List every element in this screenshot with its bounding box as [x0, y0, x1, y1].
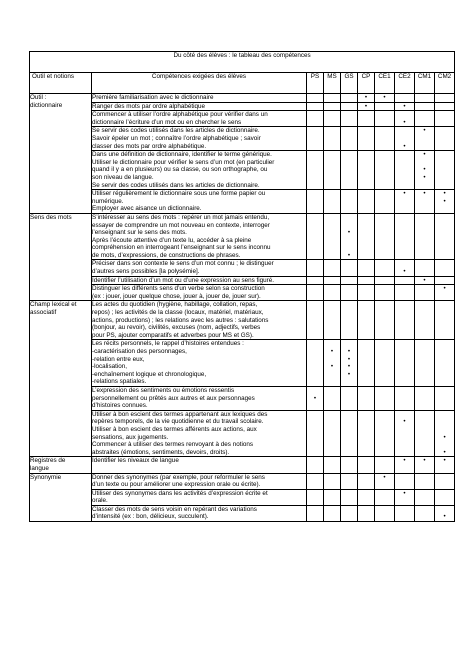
skill-description — [92, 260, 307, 276]
level-cell — [415, 127, 435, 151]
level-cell — [341, 102, 358, 111]
level-cell — [324, 276, 341, 285]
skill-line: Commencer à utiliser des termes renvoyant à des notions — [92, 441, 253, 449]
bullet-mark: • — [443, 197, 446, 205]
bullet-mark: • — [403, 142, 406, 150]
level-cell — [358, 213, 375, 260]
skill-line: d’autres sens possibles [la polysémie]. — [92, 268, 200, 276]
level-cell — [435, 213, 455, 260]
bullet-mark: • — [347, 370, 351, 378]
table-row — [30, 489, 455, 505]
level-cell — [415, 190, 435, 214]
level-cell — [375, 473, 395, 489]
skill-line: Utiliser le dictionnaire pour vérifier le sens d’un mot (en particulier — [92, 158, 275, 166]
section-name-line: dictionnaire — [30, 101, 63, 109]
level-cell — [415, 111, 435, 127]
skill-line: Après l’écoute attentive d’un texte lu, accéder à sa pleine — [92, 236, 252, 244]
table-row — [30, 410, 455, 457]
bullet-mark: • — [423, 190, 426, 198]
level-cell — [307, 127, 324, 151]
skill-line: de mots, d’expressions, de constructions de phrases. — [92, 251, 241, 259]
level-cell — [341, 127, 358, 151]
level-cell — [395, 285, 415, 301]
level-cell — [358, 260, 375, 276]
level-cell — [375, 127, 395, 151]
level-cell — [358, 276, 375, 285]
skill-line: L’expression des sentiments ou émotions ressentis — [92, 386, 235, 394]
bullet-mark: • — [423, 151, 426, 159]
bullet-mark: • — [347, 348, 351, 355]
table-row — [30, 276, 455, 285]
level-cell — [358, 489, 375, 505]
level-cell — [395, 94, 415, 103]
table-row — [30, 505, 455, 521]
level-cell — [358, 410, 375, 457]
skill-description — [92, 410, 307, 457]
level-cell — [324, 285, 341, 301]
level-cell — [307, 276, 324, 285]
level-cell — [395, 473, 415, 489]
skill-line: Les récits personnels, le rappel d’histoires entendues : — [92, 340, 244, 348]
skill-line: d’intensité (ex : bon, délicieux, succulent). — [92, 513, 209, 521]
bullet-mark: • — [423, 166, 426, 174]
level-cell — [375, 111, 395, 127]
skill-description — [92, 151, 307, 190]
bullet-mark: • — [423, 173, 426, 181]
level-cell — [415, 94, 435, 103]
skill-line: Classer des mots de sens voisin en repérant des variations — [92, 505, 257, 513]
bullet-mark: • — [347, 363, 351, 371]
section-name-line: Sens des mots — [30, 213, 72, 221]
level-cell — [435, 505, 455, 521]
bullet-mark: • — [403, 268, 406, 276]
level-cell — [395, 276, 415, 285]
skill-line: Identifier l’utilisation d’un mot ou d’une expression au sens figuré. — [92, 276, 275, 284]
section-name-line: Synonymie — [30, 473, 62, 481]
skill-line: son niveau de langue. — [92, 173, 154, 181]
skill-line: Utiliser à bon escient des termes appartenant aux lexiques des — [92, 410, 268, 418]
skill-description — [92, 213, 307, 260]
level-cell — [395, 505, 415, 521]
section-name — [30, 213, 92, 301]
table-row — [30, 151, 455, 190]
skill-description — [92, 505, 307, 521]
skill-line: Première familiarisation avec le dictionnaire — [92, 94, 214, 101]
level-cell — [415, 102, 435, 111]
bullet-mark: • — [347, 355, 351, 363]
level-cell — [375, 340, 395, 387]
header-level: PS — [307, 73, 324, 94]
level-cell — [341, 276, 358, 285]
bullet-mark: • — [403, 489, 406, 497]
level-cell — [358, 127, 375, 151]
title-row — [30, 52, 455, 73]
level-cell — [324, 410, 341, 457]
skill-description — [92, 285, 307, 301]
level-cell — [307, 505, 324, 521]
skill-description — [92, 457, 307, 473]
level-cell — [341, 94, 358, 103]
skill-line: Utiliser à bon escient des termes afférents aux actions, aux — [92, 425, 257, 433]
level-cell — [358, 190, 375, 214]
level-cell — [324, 190, 341, 214]
skill-description — [92, 94, 307, 103]
table-row — [30, 102, 455, 111]
skill-line: -relations spatiales. — [92, 378, 147, 386]
skill-line: Se servir des codes utilisés dans les articles de dictionnaire. — [92, 127, 260, 135]
skill-line: pour PS, ajouter comparatifs et adverbes pour MS et GS). — [92, 331, 254, 339]
level-cell — [307, 473, 324, 489]
level-cell — [307, 489, 324, 505]
skill-line: d’histoires connues. — [92, 402, 148, 410]
skill-line: Savoir épeler un mot ; connaître l’ordre alphabétique ; savoir — [92, 134, 261, 142]
level-cell — [358, 94, 375, 103]
header-level: CM2 — [435, 73, 455, 94]
level-cell — [324, 94, 341, 103]
skill-description — [92, 111, 307, 127]
header-row — [30, 73, 455, 94]
level-cell — [358, 340, 375, 387]
skill-line: Commencer à utiliser l’ordre alphabétique pour vérifier dans un — [92, 111, 268, 119]
skill-line: -caractérisation des personnages, — [92, 348, 187, 355]
skill-line: orale. — [92, 497, 108, 505]
section-name — [30, 301, 92, 457]
skill-line: l’enseignant sur le sens des mots. — [92, 229, 187, 237]
level-cell — [375, 505, 395, 521]
header-level: GS — [341, 73, 358, 94]
table-row — [30, 386, 455, 410]
level-cell — [375, 386, 395, 410]
table-row — [30, 260, 455, 276]
section-name-line: Registres de — [30, 457, 66, 465]
skill-line: -localisation, — [92, 363, 127, 371]
level-cell — [324, 386, 341, 410]
level-cell — [341, 190, 358, 214]
skill-line: Se servir des codes utilisés dans les articles de dictionnaire. — [92, 181, 260, 189]
level-cell — [415, 151, 435, 190]
skill-line: Utiliser régulièrement le dictionnaire sous une forme papier ou — [92, 190, 266, 198]
skill-line: Distinguer les différents sens d’un verbe selon sa construction — [92, 285, 265, 293]
section-name-line: associatif — [30, 309, 57, 317]
level-cell — [324, 111, 341, 127]
level-cell — [307, 260, 324, 276]
bullet-mark: • — [383, 94, 386, 101]
skill-line: Dans une définition de dictionnaire, identifier le terme générique. — [92, 151, 272, 159]
skill-line: sensations, aux jugements. — [92, 433, 169, 441]
skill-line: (bonjour, au revoir), civilités, excuses (nom, adjectifs, verbes — [92, 324, 261, 332]
skill-line: compréhension en interrogeant l’enseignant sur le sens inconnu — [92, 244, 271, 252]
level-cell — [415, 276, 435, 285]
level-cell — [435, 473, 455, 489]
level-cell — [415, 340, 435, 387]
bullet-mark: • — [443, 513, 446, 521]
level-cell — [341, 457, 358, 473]
bullet-mark: • — [403, 102, 406, 110]
bullet-mark: • — [403, 418, 406, 426]
table-row — [30, 301, 455, 340]
skill-line: quand il y a en plusieurs) ou sa classe, ou son orthographe, ou — [92, 166, 268, 174]
bullet-mark: • — [443, 190, 446, 198]
level-cell — [341, 213, 358, 260]
level-cell — [307, 301, 324, 340]
level-cell — [395, 489, 415, 505]
level-cell — [375, 489, 395, 505]
skill-line: repos) ; les activités de la classe (locaux, matériel, matériaux, — [92, 309, 264, 317]
skill-line: numérique. — [92, 197, 124, 205]
level-cell — [324, 151, 341, 190]
skill-line: S’intéresser au sens des mots : repérer un mot jamais entendu, — [92, 213, 270, 221]
level-cell — [415, 505, 435, 521]
header-level: CE2 — [395, 73, 415, 94]
level-cell — [435, 285, 455, 301]
skill-line: Ranger des mots par ordre alphabétique — [92, 102, 206, 110]
level-cell — [324, 301, 341, 340]
bullet-mark: • — [403, 190, 406, 198]
level-cell — [435, 102, 455, 111]
level-cell — [395, 102, 415, 111]
level-cell — [435, 386, 455, 410]
bullet-mark: • — [403, 118, 406, 126]
level-cell — [341, 111, 358, 127]
level-cell — [358, 151, 375, 190]
level-cell — [341, 473, 358, 489]
level-cell — [415, 473, 435, 489]
table-row — [30, 340, 455, 387]
level-cell — [435, 260, 455, 276]
level-cell — [307, 151, 324, 190]
table-row — [30, 190, 455, 214]
level-cell — [324, 457, 341, 473]
skill-line: Préciser dans son contexte le sens d’un mot connu ; le distinguer — [92, 260, 274, 268]
level-cell — [415, 285, 435, 301]
level-cell — [307, 102, 324, 111]
level-cell — [395, 111, 415, 127]
level-cell — [341, 386, 358, 410]
level-cell — [415, 301, 435, 340]
section-name-line: Champ lexical et — [30, 301, 77, 309]
skill-line: d’un texte ou pour améliorer une expression orale ou écrite). — [92, 481, 261, 489]
header-tool: Outil et notions — [30, 73, 92, 94]
level-cell — [435, 94, 455, 103]
table-row — [30, 473, 455, 489]
level-cell — [395, 127, 415, 151]
bullet-mark: • — [403, 457, 406, 465]
level-cell — [435, 410, 455, 457]
level-cell — [375, 276, 395, 285]
header-level: CP — [358, 73, 375, 94]
skill-description — [92, 127, 307, 151]
skill-description — [92, 276, 307, 285]
level-cell — [395, 190, 415, 214]
skill-line: classer des mots par ordre alphabétique. — [92, 142, 207, 150]
level-cell — [395, 340, 415, 387]
header-level: MS — [324, 73, 341, 94]
bullet-mark: • — [330, 348, 334, 355]
skill-line: repères temporels, de la vie quotidienne et du travail scolaire. — [92, 418, 264, 426]
level-cell — [341, 340, 358, 387]
level-cell — [395, 301, 415, 340]
level-cell — [415, 260, 435, 276]
level-cell — [307, 340, 324, 387]
level-cell — [324, 102, 341, 111]
section-name — [30, 94, 92, 214]
bullet-mark: • — [364, 102, 368, 110]
level-cell — [307, 386, 324, 410]
skill-line: -enchaînement logique et chronologique, — [92, 370, 207, 378]
level-cell — [324, 505, 341, 521]
level-cell — [435, 190, 455, 214]
level-cell — [307, 94, 324, 103]
level-cell — [415, 489, 435, 505]
bullet-mark: • — [313, 394, 317, 402]
level-cell — [358, 386, 375, 410]
bullet-mark: • — [347, 229, 351, 237]
bullet-mark: • — [423, 457, 426, 465]
level-cell — [324, 340, 341, 387]
skill-line: actions, productions) ; les relations avec les autres : salutations — [92, 316, 269, 324]
level-cell — [435, 127, 455, 151]
bullet-mark: • — [383, 473, 386, 481]
level-cell — [435, 457, 455, 473]
bullet-mark: • — [347, 251, 351, 259]
level-cell — [395, 457, 415, 473]
skill-description — [92, 340, 307, 387]
skill-description — [92, 473, 307, 489]
level-cell — [307, 213, 324, 260]
bullet-mark: • — [423, 276, 426, 284]
level-cell — [341, 410, 358, 457]
level-cell — [375, 457, 395, 473]
level-cell — [324, 473, 341, 489]
skill-line: Identifier les niveaux de langue — [92, 457, 179, 465]
skill-line: Utiliser des synonymes dans les activités d’expression écrite et — [92, 489, 268, 497]
level-cell — [358, 505, 375, 521]
level-cell — [341, 301, 358, 340]
level-cell — [341, 151, 358, 190]
level-cell — [435, 276, 455, 285]
skill-line: personnellement ou prêtés aux autres et aux personnages — [92, 394, 255, 402]
bullet-mark: • — [443, 457, 446, 465]
level-cell — [415, 386, 435, 410]
skill-line: abstraites (émotions, sentiments, devoirs, droits). — [92, 448, 230, 456]
skill-description — [92, 301, 307, 340]
skill-description — [92, 489, 307, 505]
competences-table — [29, 51, 455, 522]
table-row — [30, 285, 455, 301]
skill-line: essayer de comprendre un mot nouveau en contexte, interroger — [92, 221, 270, 229]
level-cell — [324, 489, 341, 505]
bullet-mark: • — [364, 94, 368, 101]
bullet-mark: • — [443, 448, 446, 456]
skill-description — [92, 190, 307, 214]
level-cell — [435, 151, 455, 190]
skill-line: -relation entre eux, — [92, 355, 145, 363]
level-cell — [307, 457, 324, 473]
level-cell — [395, 213, 415, 260]
level-cell — [358, 457, 375, 473]
level-cell — [395, 151, 415, 190]
level-cell — [324, 260, 341, 276]
table-title: Du côté des élèves : le tableau des compétences — [30, 52, 455, 73]
level-cell — [415, 213, 435, 260]
table-row — [30, 457, 455, 473]
table-row — [30, 213, 455, 260]
level-cell — [415, 410, 435, 457]
level-cell — [375, 301, 395, 340]
level-cell — [435, 489, 455, 505]
section-name — [30, 473, 92, 522]
table-row — [30, 127, 455, 151]
level-cell — [307, 410, 324, 457]
table-row — [30, 94, 455, 103]
level-cell — [341, 285, 358, 301]
level-cell — [375, 285, 395, 301]
skill-line: Les actes du quotidien (hygiène, habillage, collation, repas, — [92, 301, 258, 309]
skill-line: Employer avec aisance un dictionnaire. — [92, 205, 202, 213]
skill-line: (ex : jouer, jouer quelque chose, jouer à, jouer de, jouer sur). — [92, 292, 261, 300]
level-cell — [415, 457, 435, 473]
level-cell — [358, 111, 375, 127]
level-cell — [307, 190, 324, 214]
level-cell — [375, 213, 395, 260]
level-cell — [395, 410, 415, 457]
level-cell — [375, 260, 395, 276]
skill-description — [92, 102, 307, 111]
level-cell — [324, 213, 341, 260]
bullet-mark: • — [443, 433, 446, 441]
level-cell — [395, 260, 415, 276]
level-cell — [435, 301, 455, 340]
bullet-mark: • — [330, 363, 334, 371]
level-cell — [435, 340, 455, 387]
level-cell — [358, 102, 375, 111]
level-cell — [324, 127, 341, 151]
level-cell — [358, 301, 375, 340]
level-cell — [395, 386, 415, 410]
bullet-mark: • — [443, 285, 446, 293]
level-cell — [341, 260, 358, 276]
level-cell — [341, 489, 358, 505]
skill-line: dictionnaire l’écriture d’un mot ou en chercher le sens — [92, 118, 242, 126]
level-cell — [358, 285, 375, 301]
level-cell — [358, 473, 375, 489]
table-row — [30, 111, 455, 127]
level-cell — [375, 94, 395, 103]
level-cell — [307, 285, 324, 301]
level-cell — [375, 410, 395, 457]
level-cell — [375, 151, 395, 190]
level-cell — [435, 111, 455, 127]
header-skills: Compétences exigées des élèves — [92, 73, 307, 94]
bullet-mark: • — [423, 127, 426, 135]
header-level: CE1 — [375, 73, 395, 94]
skill-line: Donner des synonymes (par exemple, pour reformuler le sens — [92, 473, 265, 481]
level-cell — [307, 111, 324, 127]
level-cell — [375, 190, 395, 214]
section-name-line: Outil : — [30, 94, 47, 101]
section-name-line: langue — [30, 464, 49, 472]
skill-description — [92, 386, 307, 410]
level-cell — [375, 102, 395, 111]
header-level: CM1 — [415, 73, 435, 94]
level-cell — [341, 505, 358, 521]
section-name — [30, 457, 92, 473]
